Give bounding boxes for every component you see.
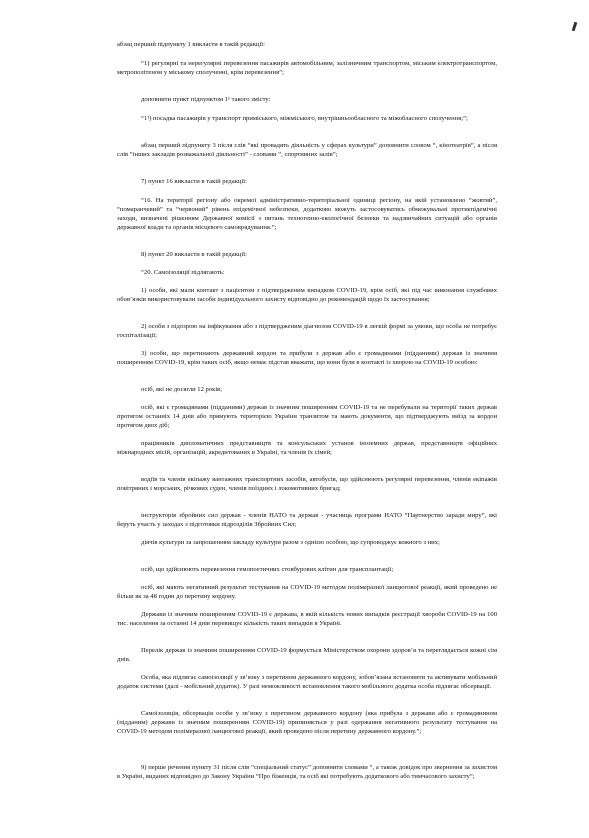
paragraph-8: 8) пункт 20 викласти в такій редакції:	[141, 251, 247, 258]
paragraph-19: осіб, що здійснюють перевезення гемопоетичних стовбурових клітин для трансплантації;	[141, 566, 394, 573]
paragraph-1: абзац перший підпункту 1 викласти в такій редакції:	[117, 41, 265, 48]
paragraph-16: водіїв та членів екіпажу вантажних транспортних засобів, автобусів, що здійснюють регулярні перевезення, членів екіпажів повітряних і морських, річкових суден, членів поїздних і локомотивних бригад;	[117, 476, 497, 493]
paragraph-14: осіб, які є громадянами (підданими) держав із значним поширенням COVID-19 та не перебували на території таких держав протягом останніх 14 днів або прямують територією України транзитом та мають документи, що підтверджують виїзд за кордон протягом двох діб;	[117, 404, 497, 430]
paragraph-13: осіб, які не досягли 12 років;	[141, 386, 223, 393]
paragraph-20: осіб, які мають негативний результат тестування на COVID-19 методом полімеразної ланцюгової реакції, який проведено не більш як за 48 годин до перетину кордону.	[117, 584, 497, 601]
paragraph-25: 9) перше речення пункту 31 після слів “спеціальний статус” доповнити словами “, а також довідок про звернення за захистом в Україні, виданих відповідно до Закону України “Про біженців, та осіб які потребують додаткового або тимчасового захисту”;	[117, 764, 497, 781]
paragraph-18: діячів культури за запрошенням закладу культури разом з однією особою, що супроводжує кожного з них;	[141, 539, 440, 546]
paragraph-17: інструкторів збройних сил держав - членів НАТО та держав - учасниць програми НАТО “Партнерство заради миру”, які беруть участь у заходах з підготовки підрозділів Збройних Сил;	[117, 512, 497, 529]
paragraph-4: “1¹) посадка пасажирів у транспорт приміського, міжміського, внутрішньообласного та міжобласного сполучення;”;	[141, 115, 468, 122]
paragraph-9: “20. Самоізоляції підлягають:	[141, 269, 225, 276]
paragraph-22: Перелік держав із значним поширенням COVID-19 формується Міністерством охорони здоров’я та переглядається кожні сім днів.	[117, 647, 497, 664]
paragraph-5: абзац перший підпункту 3 після слів “які провадять діяльність у сферах культури” доповнити словом “, кінотеатрів”, а після слів “інших закладів розважальної діяльності” - словами “, спортивних залів”;	[117, 142, 497, 159]
paragraph-3: доповнити пункт підпунктом 1¹ такого змісту:	[141, 96, 271, 103]
paragraph-12: 3) особи, що перетинають державний кордон та прибули з держав або є громадянами (підданими) держав із значним поширенням COVID-19, крім таких осіб, якщо немає підстав вважати, що вони були в контакті із хворою на COVID-19 особою:	[117, 350, 497, 367]
paragraph-15: працівників дипломатичних представництв та консульських установ іноземних держав, представництв офіційних міжнародних місій, організацій, акредитованих в Україні, та членів їх сімей;	[117, 440, 497, 457]
paragraph-21: Держави із значним поширенням COVID-19 є держава, в якій кількість нових випадків реєстрації хвороби COVID-19 на 100 тис. населення за останні 14 днів перевищує кількість таких випадків в Україні.	[117, 611, 497, 628]
paragraph-11: 2) особи з підозрою на інфікування або з підтвердженим діагнозом COVID-19 в легкій формі за умови, що особа не потребує госпіталізації;	[117, 323, 497, 340]
paragraph-6: 7) пункт 16 викласти в такій редакції:	[141, 178, 247, 185]
paragraph-7: “16. На території регіону або окремої адміністративно-територіальної одиниці регіону, на якій установлено “жовтий”, “помаранчевий” та “червоний” рівень епідемічної небезпеки, додатково можуть застосовуватись обмежувальні протиепідемічні заходи, визначені рішенням Державної комісії з питань техногенно-екологічної безпеки та надзвичайних ситуацій або органів державної влади та органів місцевого самоврядування.”;	[117, 197, 497, 232]
scan-mark	[572, 22, 578, 31]
paragraph-10: 1) особи, які мали контакт з пацієнтом з підтвердженим випадком COVID-19, крім осіб, які під час виконання службових обов’язків використовували засоби індивідуального захисту відповідно до рекомендацій щодо їх застосування;	[117, 287, 497, 304]
paragraph-24: Самоізоляція, обсервація особи у зв’язку з перетином державного кордону (яка прибула з держави або є громадянином (підданим) держави із значним поширенням COVID-19) припиняється у разі одержання негативного результату тестування на COVID-19 методом полімеразної ланцюгової реакції, який проведено після перетину державного кордону.”;	[117, 710, 497, 736]
paragraph-23: Особа, яка підлягає самоізоляції у зв’язку з перетином державного кордону, зобов’язана встановити та активувати мобільний додаток системи (далі - мобільний додаток). У разі неможливості встановлення такого мобільного додатка особа підлягає обсервації.	[117, 674, 497, 691]
paragraph-2: “1) регулярні та нерегулярні перевезення пасажирів автомобільним, залізничним транспортом, міським електротранспортом, метрополітеном у міському сполученні, крім перевезення”;	[117, 60, 497, 77]
